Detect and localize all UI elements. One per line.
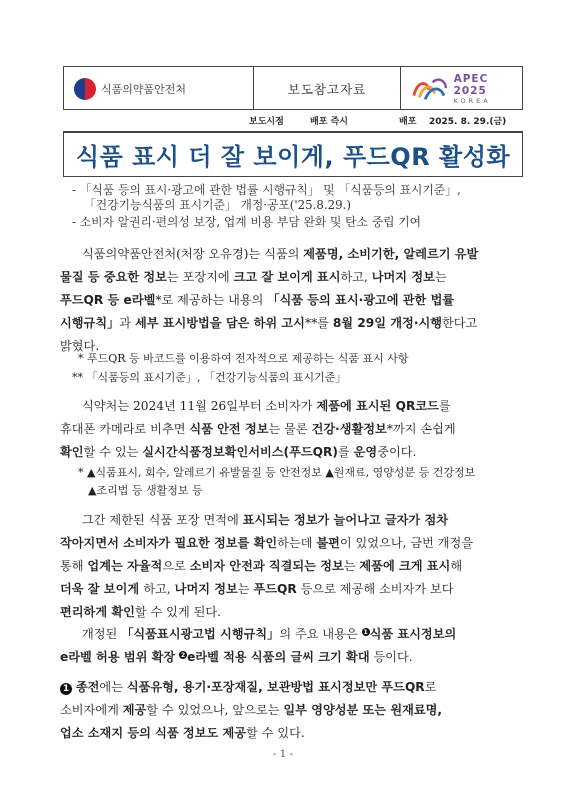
- text: 등이다.: [369, 650, 413, 664]
- text: 는 포장지에: [166, 270, 234, 284]
- emphasis: 나머지 정보: [174, 582, 238, 596]
- text: 통해: [60, 559, 88, 573]
- number-one-icon: 1: [363, 628, 368, 636]
- release-info: [63, 112, 523, 130]
- emphasis: 표시되는 정보가 늘어나고 글자가 점차: [242, 513, 448, 527]
- distribution-label: 배포: [399, 117, 417, 127]
- press-header: [63, 66, 523, 110]
- text: 과: [119, 316, 135, 330]
- emphasis: 시행규칙」: [60, 316, 120, 330]
- text: 하고,: [143, 582, 175, 596]
- text: *까지 손쉽게: [386, 422, 456, 436]
- emphasis: 식품 표시정보의: [369, 627, 457, 641]
- emphasis: 더욱 잘 보이게: [60, 582, 144, 596]
- text: 개정된: [82, 627, 122, 641]
- emphasis: 종전: [75, 680, 100, 694]
- page-number: - 1 -: [272, 748, 294, 760]
- text: 는: [237, 582, 254, 596]
- emphasis: 나머지 정보: [371, 270, 435, 284]
- text: 중이다.: [377, 445, 417, 459]
- number-one-icon: 1: [60, 683, 72, 695]
- ministry-name: 식품의약품안전처: [101, 83, 187, 96]
- text: 그간 제한된 식품 포장 면적에: [82, 513, 243, 527]
- emphasis: 물질 등 중요한 정보: [60, 270, 167, 284]
- paragraph-foodqr: [60, 395, 520, 464]
- text: 해: [450, 559, 463, 573]
- release-date: 2025. 8. 29.(금): [429, 117, 507, 127]
- emphasis: 확인: [60, 445, 84, 459]
- apec-subtitle: KOREA: [453, 97, 491, 105]
- apec-swirl-icon: [410, 74, 450, 104]
- emphasis: 크고 잘 보이게 표시: [233, 270, 341, 284]
- text: 이 있었으나, 금번 개정을: [339, 536, 474, 550]
- text: 로: [424, 680, 437, 694]
- emphasis: 푸드QR: [253, 582, 297, 596]
- emphasis: 제품에 표시된 QR코드: [316, 399, 439, 413]
- press-type: 보도참고자료: [287, 81, 367, 97]
- subheading: - 「식품 등의 표시·광고에 관한 법률 시행규칙」 및 「식품등의 표시기준」,: [72, 183, 461, 197]
- paragraph-intro: [60, 243, 520, 358]
- text: 한다고: [442, 316, 478, 330]
- emphasis: 작아지면서 소비자가 필요한 정보를 확인: [60, 536, 278, 550]
- text: 할 수 있게 된다.: [134, 605, 222, 619]
- number-two-icon: 2: [180, 651, 186, 659]
- footnote: * 푸드QR 등 바코드를 이용하여 전자적으로 제공하는 식품 표시 사항: [78, 352, 409, 365]
- text: 하는데: [277, 536, 317, 550]
- emphasis: 업계는 자율적: [87, 559, 163, 573]
- text: **를: [304, 316, 333, 330]
- footnote: ▲조리법 등 생활정보 등: [88, 484, 203, 497]
- paragraph-background: [60, 509, 520, 624]
- text: 휴대폰 카메라로 비추면: [60, 422, 190, 436]
- emphasis: 업소 소재지 등의 식품 정보도 제공: [60, 726, 247, 740]
- emphasis: 불편: [316, 536, 340, 550]
- text: 할 수 있었으나, 앞으로는: [146, 703, 284, 717]
- text: 소비자에게: [60, 703, 123, 717]
- text: 식약처는 2024년 11월 26일부터 소비자가: [82, 399, 317, 413]
- paragraph-item-one: [60, 676, 520, 745]
- text: 하고,: [340, 270, 372, 284]
- text: 의 주요 내용은: [279, 627, 362, 641]
- footnote: * ▲식품표시, 회수, 알레르기 유발물질 등 안전정보 ▲원재료, 영양성분 등 건강정보: [78, 466, 476, 479]
- emphasis: 「식품 등의 표시·광고에 관한 법률: [267, 293, 455, 307]
- text: 밝혔다.: [60, 339, 100, 353]
- footnote: ** 「식품등의 표시기준」, 「건강기능식품의 표시기준」: [72, 371, 347, 384]
- emphasis: 식품 안전 정보: [189, 422, 269, 436]
- release-label: 보도시점: [249, 117, 284, 127]
- emphasis: 편리하게 확인: [60, 605, 135, 619]
- text: 는 물론: [268, 422, 312, 436]
- emphasis: 제품에 크게 표시: [359, 559, 451, 573]
- emphasis: 일부 영양성분 또는 원재료명,: [283, 703, 443, 717]
- emphasis: 식품유형, 용기·포장재질, 보관방법 표시정보만 푸드QR: [126, 680, 425, 694]
- apec-logo: [410, 73, 522, 105]
- text: 는: [434, 270, 447, 284]
- text: 식품의약품안전처(처장 오유경)는 식품의: [82, 247, 304, 261]
- emphasis: 세부 표시방법을 담은 하위 고시: [134, 316, 305, 330]
- release-when: 배포 즉시: [310, 117, 348, 127]
- emphasis: e라벨 허용 범위 확장: [60, 650, 176, 664]
- ministry-logo: [74, 78, 186, 100]
- subheading: 「건강기능식품의 표시기준」 개정·공포('25.8.29.): [84, 198, 352, 212]
- text: 등으로 제공해 소비자가 보다: [296, 582, 454, 596]
- emphasis: 8월 29일 개정·시행: [332, 316, 443, 330]
- text: *로 제공하는 내용의: [155, 293, 268, 307]
- text: 를: [438, 399, 451, 413]
- emphasis: 제공: [122, 703, 147, 717]
- headline: 식품 표시 더 잘 보이게, 푸드QR 활성화: [63, 131, 523, 177]
- emphasis: 푸드QR 등 e라벨: [60, 293, 156, 307]
- text: 할 수 있는: [83, 445, 143, 459]
- emphasis: 제품명, 소비기한, 알레르기 유발: [303, 247, 479, 261]
- text: 에는: [99, 680, 127, 694]
- text: 으로: [162, 559, 190, 573]
- korea-emblem-icon: [74, 78, 96, 100]
- emphasis: 소비자 안전과 직결되는 정보: [189, 559, 344, 573]
- paragraph-amendment: [60, 623, 520, 669]
- emphasis: 실시간식품정보확인서비스(푸드QR): [142, 445, 338, 459]
- text: 할 수 있다.: [246, 726, 305, 740]
- emphasis: 「식품표시광고법 시행규칙」: [121, 627, 280, 641]
- text: 는: [343, 559, 360, 573]
- subheading: - 소비자 알권리·편의성 보장, 업계 비용 부담 완화 및 탄소 중립 기여: [72, 215, 422, 229]
- header-divider: [400, 67, 401, 110]
- emphasis: e라벨 적용 식품의 글씨 크기 확대: [187, 650, 370, 664]
- emphasis: 운영: [353, 445, 378, 459]
- apec-title: APEC 2025: [453, 73, 489, 97]
- emphasis: 건강·생활정보: [311, 422, 387, 436]
- text: 를: [337, 445, 354, 459]
